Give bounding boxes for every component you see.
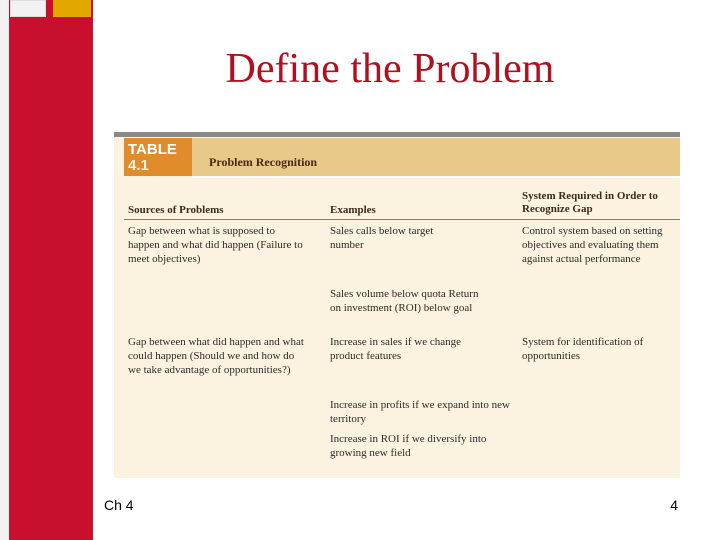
row-1-system: Control system based on setting objectives and evaluating them against actual performance <box>522 225 663 265</box>
column-header-examples: Examples <box>330 204 376 216</box>
row-1-source: Gap between what is supposed to happen and what did happen (Failure to meet objectives) <box>128 225 303 265</box>
column-header-sources: Sources of Problems <box>128 204 224 216</box>
row-1-example-1: Sales calls below target number <box>330 225 434 251</box>
row-2-example-3: Increase in ROI if we diversify into growing new field <box>330 433 487 459</box>
corner-decoration-gold <box>53 0 91 17</box>
table-tag-number: 4.1 <box>128 157 149 174</box>
row-2-example-2: Increase in profits if we expand into new territory <box>330 399 510 425</box>
row-1-example-2: Sales volume below quota Return on investment (ROI) below goal <box>330 288 479 314</box>
row-2-system: System for identification of opportunities <box>522 336 644 362</box>
row-2-source: Gap between what did happen and what could happen (Should we and how do we take advantage of opportunities?) <box>128 336 304 376</box>
corner-decoration-light <box>10 0 46 17</box>
slide-number: 4 <box>670 497 678 513</box>
accent-bar-divider <box>93 0 96 540</box>
table-top-rule <box>114 132 680 137</box>
column-header-rule <box>124 219 680 220</box>
column-header-system: System Required in Order to Recognize Gap <box>522 190 658 215</box>
chapter-label: Ch 4 <box>104 497 134 513</box>
slide-title: Define the Problem <box>225 46 555 92</box>
table-image <box>114 132 680 478</box>
table-tag <box>124 138 192 176</box>
table-title: Problem Recognition <box>209 155 318 169</box>
table-tag-word: TABLE <box>128 141 177 158</box>
left-edge-bar <box>0 0 9 540</box>
row-2-example-1: Increase in sales if we change product features <box>330 336 462 362</box>
header-divider <box>192 176 680 178</box>
left-accent-bar <box>9 0 93 540</box>
